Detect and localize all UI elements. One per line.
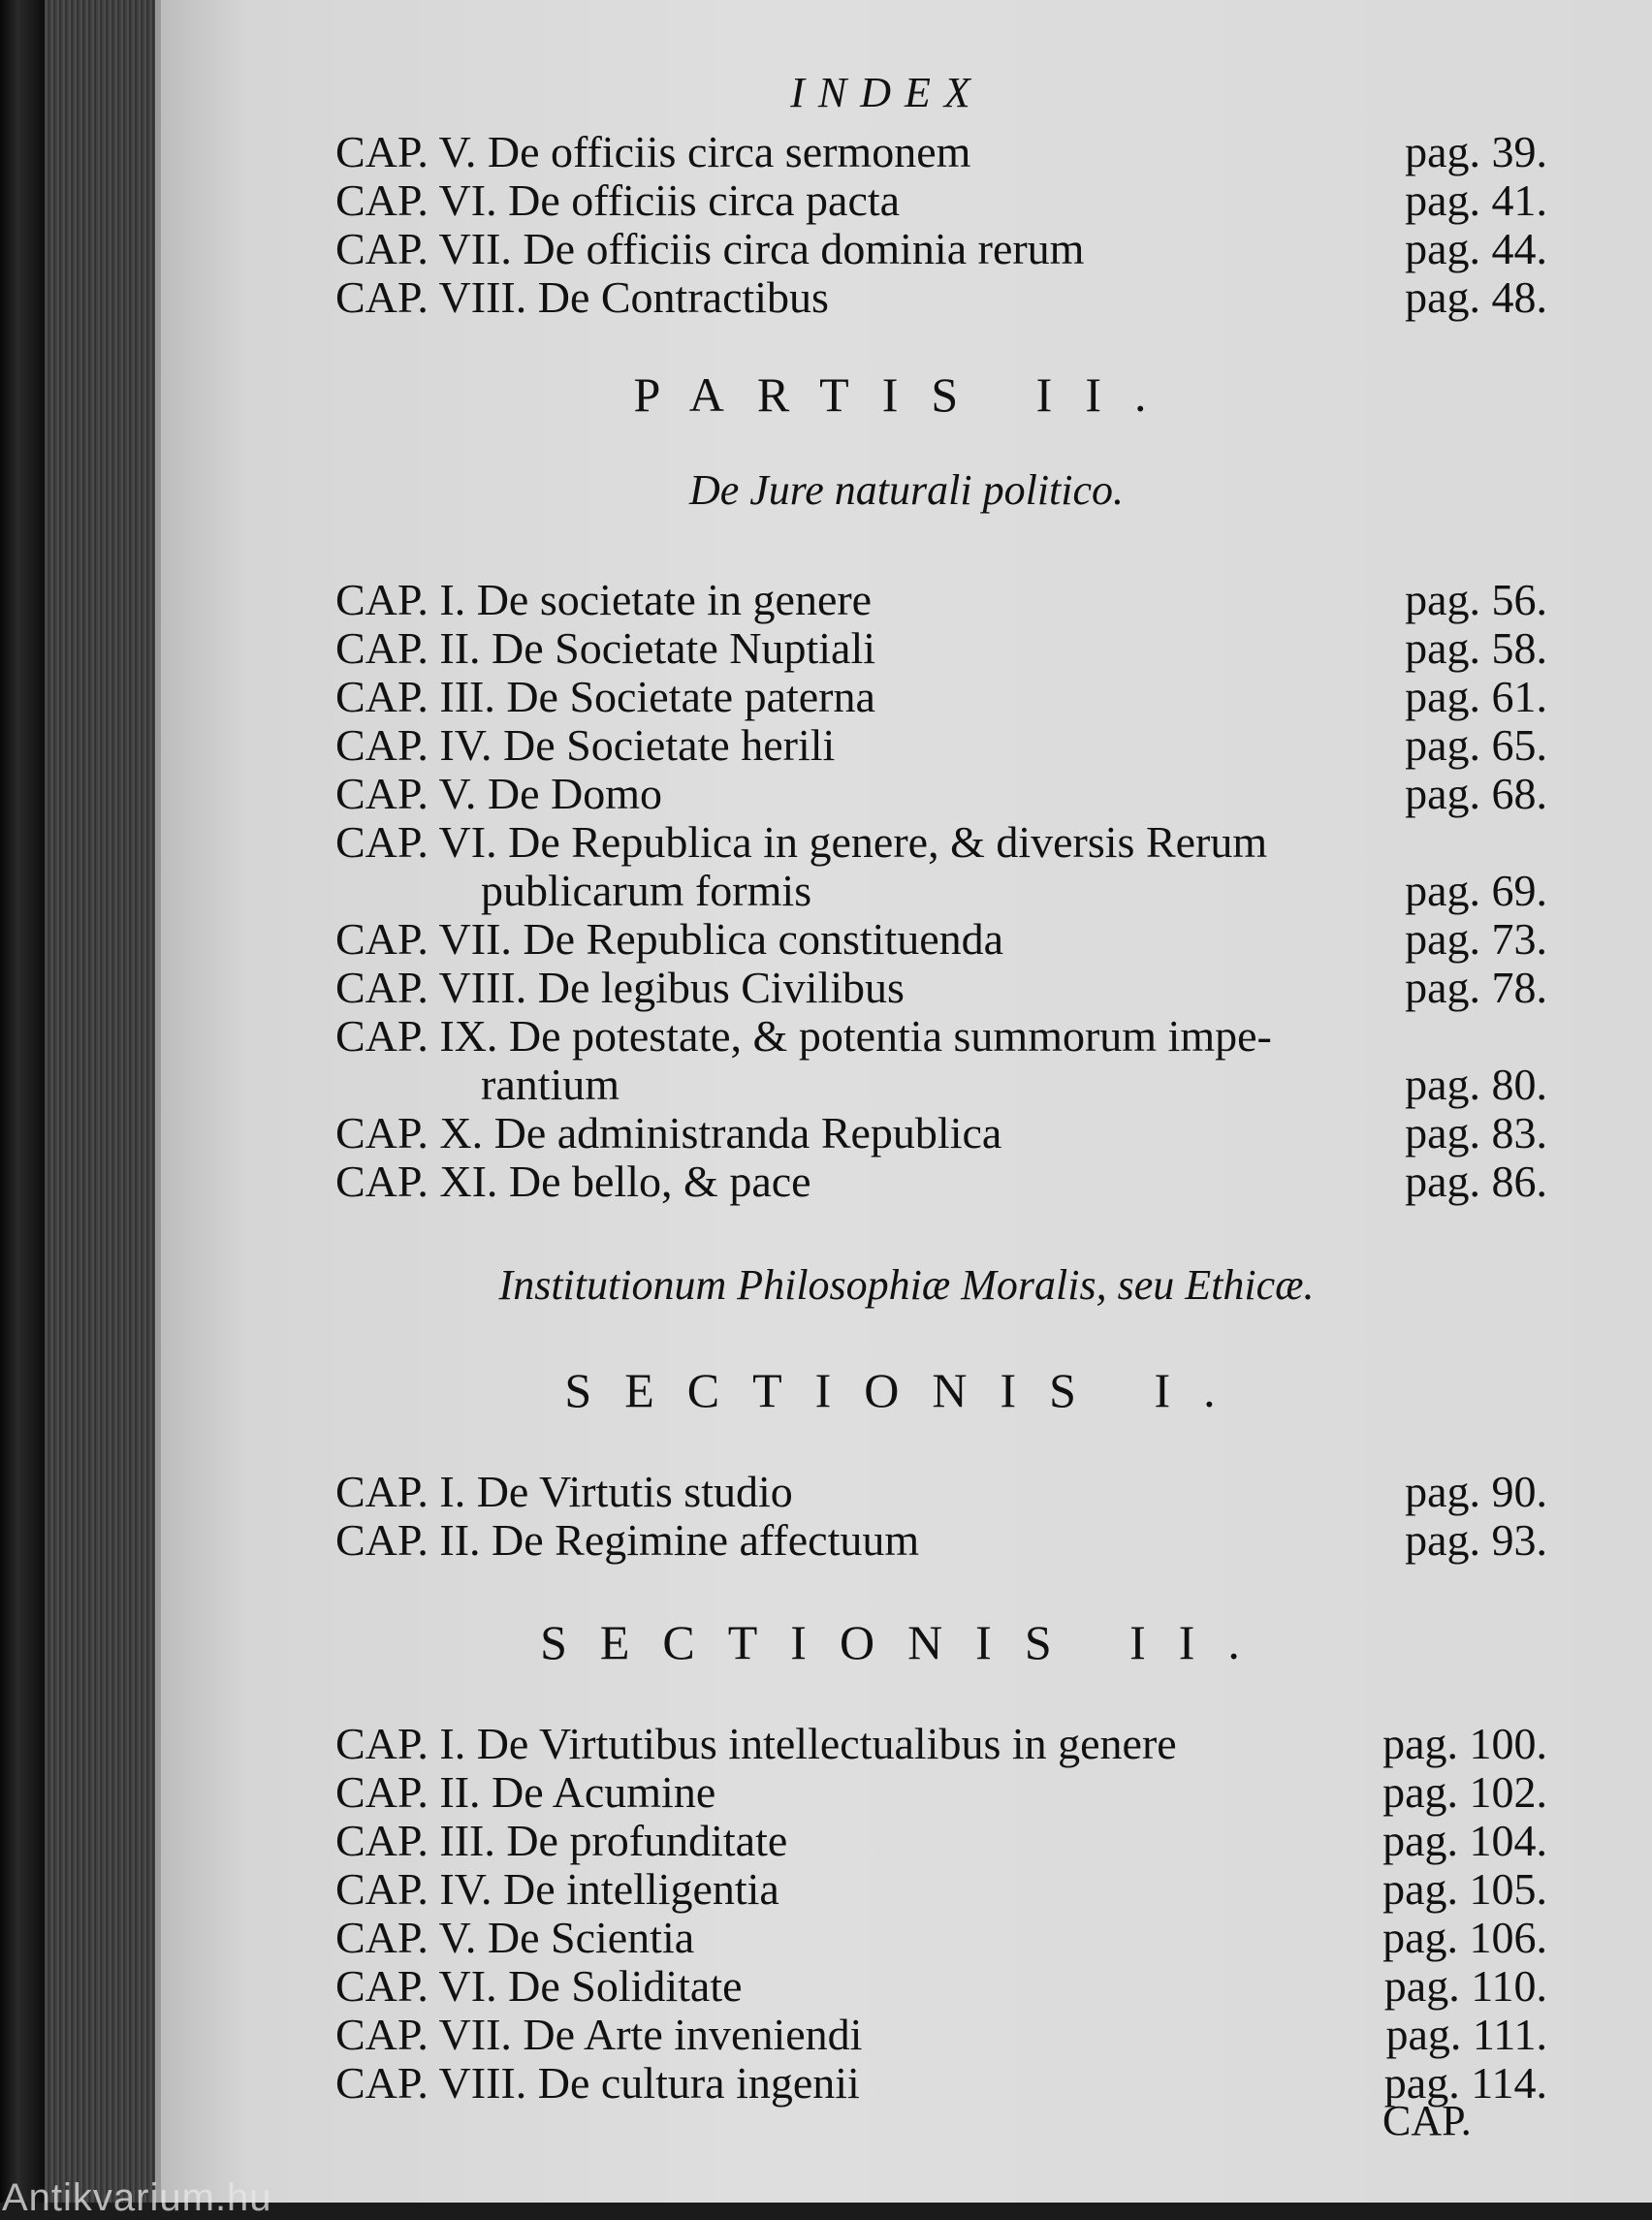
toc-page: pag. 93.: [1405, 1515, 1547, 1565]
toc-entry: CAP. VII. De Republica constituenda: [335, 914, 1004, 964]
toc-page: pag. 65.: [1405, 720, 1547, 770]
toc-entry: CAP. III. De profunditate: [335, 1816, 788, 1865]
toc-row: [335, 574, 1547, 622]
toc-entry: CAP. V. De officiis circa sermonem: [335, 127, 971, 176]
toc-row: [335, 719, 1547, 768]
page-header: INDEX: [790, 69, 984, 116]
section2-heading: SECTIONIS II.: [540, 1615, 1273, 1669]
toc-page: pag. 111.: [1385, 2010, 1547, 2059]
book-spine: [0, 0, 45, 2203]
toc-entry: CAP. V. De Domo: [335, 769, 662, 818]
part2-subtitle: De Jure naturali politico.: [688, 466, 1125, 514]
toc-entry: CAP. VII. De officiis circa dominia rerum: [335, 224, 1085, 273]
toc-page: pag. 110.: [1383, 1961, 1547, 2011]
toc-row: [335, 1863, 1547, 1912]
toc-entry: CAP. VI. De officiis circa pacta: [335, 175, 901, 225]
toc-entry: CAP. II. De Regimine affectuum: [335, 1515, 920, 1565]
toc-row: [335, 1912, 1547, 1960]
toc-row: [335, 1010, 1547, 1059]
toc-row: [335, 1156, 1547, 1204]
toc-entry: CAP. II. De Societate Nuptiali: [335, 623, 876, 673]
toc-row: [335, 1514, 1547, 1563]
toc-entry: publicarum formis: [481, 866, 812, 915]
toc-page: pag. 80.: [1405, 1060, 1547, 1109]
toc-entry: CAP. X. De administranda Republica: [335, 1108, 1002, 1158]
toc-entry: CAP. VIII. De Contractibus: [335, 272, 829, 322]
toc-row-continuation: [335, 1059, 1547, 1107]
toc-entry: CAP. V. De Scientia: [335, 1913, 695, 1962]
toc-page: pag. 69.: [1405, 866, 1547, 915]
toc-entry: CAP. III. De Societate paterna: [335, 672, 875, 721]
toc-row: [335, 1107, 1547, 1156]
page-edges: [45, 0, 159, 2203]
toc-row: [335, 2057, 1547, 2106]
toc-page: pag. 106.: [1382, 1913, 1547, 1962]
toc-row: [335, 768, 1547, 816]
toc-page: pag. 102.: [1382, 1767, 1547, 1817]
toc-entry: CAP. IV. De Societate herili: [335, 720, 836, 770]
section1-heading: SECTIONIS I.: [564, 1363, 1249, 1417]
toc-row: [335, 671, 1547, 719]
toc-entry: CAP. VII. De Arte inveniendi: [335, 2010, 863, 2059]
toc-row: [335, 622, 1547, 671]
toc-page: pag. 114.: [1383, 2058, 1547, 2108]
toc-row: [335, 816, 1547, 865]
watermark: Antikvarium.hu: [2, 2176, 272, 2219]
ethics-title: Institutionum Philosophiæ Moralis, seu Ethicæ.: [498, 1261, 1315, 1309]
toc-page: pag. 48.: [1405, 272, 1547, 322]
toc-entry: CAP. VIII. De cultura ingenii: [335, 2058, 860, 2108]
toc-entry: CAP. I. De societate in genere: [335, 575, 873, 624]
toc-row: [335, 271, 1547, 320]
toc-row: [335, 1815, 1547, 1863]
toc-page: pag. 78.: [1405, 963, 1547, 1012]
toc-entry: CAP. IV. De intelligentia: [335, 1864, 779, 1914]
toc-page: pag. 90.: [1405, 1467, 1547, 1516]
toc-row: [335, 1766, 1547, 1815]
toc-row: [335, 913, 1547, 962]
toc-row: [335, 223, 1547, 271]
toc-entry: CAP. VIII. De legibus Civilibus: [335, 963, 905, 1012]
toc-entry: CAP. VI. De Soliditate: [335, 1961, 743, 2011]
toc-page: pag. 61.: [1405, 672, 1547, 721]
toc-page: pag. 56.: [1405, 575, 1547, 624]
toc-page: pag. 68.: [1405, 769, 1547, 818]
book-page: [161, 0, 1652, 2203]
toc-page: pag. 104.: [1382, 1816, 1547, 1865]
toc-page: pag. 86.: [1405, 1157, 1547, 1206]
part2-heading: PARTIS II.: [633, 367, 1180, 422]
toc-page: pag. 105.: [1382, 1864, 1547, 1914]
catchword: CAP.: [1382, 2097, 1472, 2144]
toc-row: [335, 1466, 1547, 1514]
toc-page: pag. 58.: [1405, 623, 1547, 673]
toc-row: [335, 126, 1547, 174]
toc-entry: CAP. I. De Virtutibus intellectualibus in genere: [335, 1719, 1177, 1768]
toc-row: [335, 962, 1547, 1010]
toc-page: pag. 73.: [1405, 914, 1547, 964]
toc-row: [335, 1718, 1547, 1766]
toc-page: pag. 41.: [1405, 175, 1547, 225]
toc-entry: CAP. II. De Acumine: [335, 1767, 716, 1817]
toc-page: pag. 39.: [1405, 127, 1547, 176]
toc-row-continuation: [335, 865, 1547, 913]
toc-row: [335, 2009, 1547, 2057]
toc-entry: rantium: [481, 1060, 620, 1109]
toc-entry: CAP. VI. De Republica in genere, & diversis Rerum: [335, 817, 1268, 867]
toc-page: pag. 83.: [1405, 1108, 1547, 1158]
toc-entry: CAP. I. De Virtutis studio: [335, 1467, 793, 1516]
toc-page: pag. 100.: [1382, 1719, 1547, 1768]
toc-row: [335, 1960, 1547, 2009]
toc-row: [335, 174, 1547, 223]
toc-entry: CAP. IX. De potestate, & potentia summorum impe-: [335, 1011, 1272, 1061]
toc-entry: CAP. XI. De bello, & pace: [335, 1157, 811, 1206]
toc-page: pag. 44.: [1405, 224, 1547, 273]
